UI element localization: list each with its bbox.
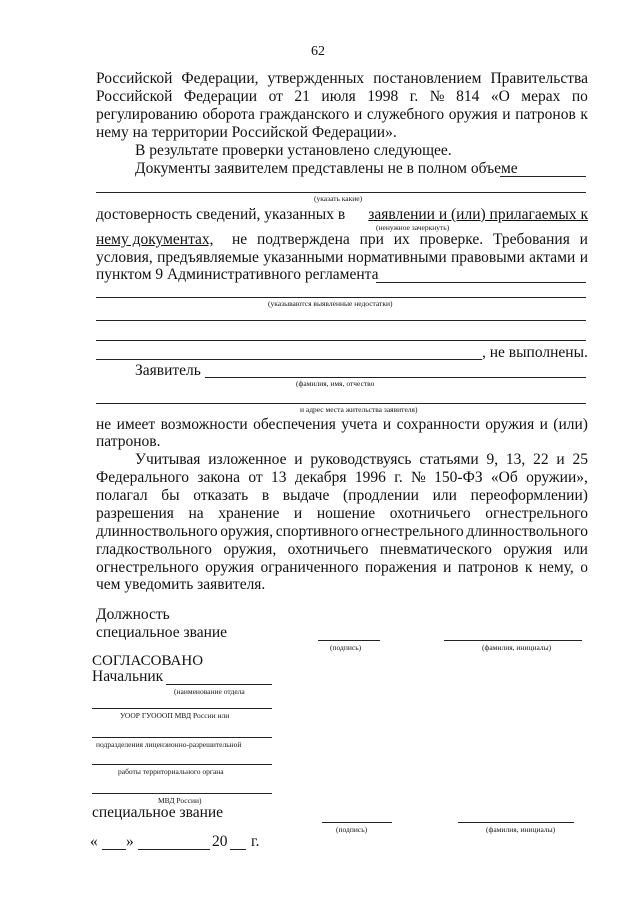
date-year-suffix: г. (251, 833, 260, 850)
word: ношение (316, 505, 376, 522)
word: подтверждена (257, 231, 350, 248)
address-blank (96, 403, 586, 404)
word: оружия, (220, 523, 274, 540)
reliability-line1 (96, 206, 588, 224)
caption-dept-3: подразделения лицензионно-разрешительной (96, 740, 242, 749)
word: пневматического (379, 541, 492, 558)
word: июля (321, 88, 356, 105)
word: хранение (218, 505, 280, 522)
no-means-line1 (96, 416, 588, 434)
caption-strike: (ненужное зачеркнуть) (376, 223, 450, 232)
conclusion-line7 (96, 559, 588, 577)
conclusion-line3 (96, 487, 588, 505)
caption-specify: (указать какие) (314, 194, 363, 203)
word: оружия, (223, 541, 277, 558)
word: мерах (521, 88, 561, 105)
reliability-pre: достоверность сведений, указанных в (96, 206, 346, 223)
word: 1998 (367, 88, 399, 105)
word: «О (490, 88, 510, 105)
caption-name-initials-2: (фамилия, инициалы) (486, 825, 556, 834)
caption-deficiencies: (указываются выявленные недостатки) (268, 299, 393, 308)
word: оружии», (526, 469, 588, 486)
deficiency-line-3 (96, 340, 586, 341)
signature-blank (318, 640, 380, 641)
word: 9, (486, 451, 499, 468)
word: руководствуясь (310, 451, 412, 468)
word: (или) (553, 416, 588, 433)
word: постановлением (373, 70, 482, 87)
word: возможности (160, 416, 248, 433)
word: Российской (96, 70, 173, 87)
word: ограниченного (260, 559, 359, 576)
p1-line1 (96, 70, 588, 88)
result-line: В результате проверки установлено следующее. (135, 142, 452, 159)
chief-blank (166, 684, 272, 685)
word: 1996 (354, 469, 386, 486)
word: патронов (515, 106, 576, 123)
word: переоформлении) (470, 487, 588, 504)
dept-blank-5 (92, 793, 272, 794)
word: при (359, 231, 384, 248)
word: Федерации, (181, 70, 259, 87)
word: и (539, 416, 548, 433)
word: 25 (572, 451, 588, 468)
word: огнестрельного (360, 523, 464, 540)
word: Правительства (490, 70, 588, 87)
conclusion-line4 (96, 505, 588, 523)
reliability-underlined-2: нему документах, (96, 231, 214, 248)
caption-dept-4: работы территориального органа (118, 767, 224, 776)
applicant-label: Заявитель (135, 362, 201, 379)
word: 13 (271, 469, 287, 486)
deficiency-line-2 (96, 320, 586, 321)
caption-fio: (фамилия, имя, отчество (296, 379, 375, 388)
caption-signature-2: (подпись) (336, 825, 368, 834)
word: нормативными (347, 249, 447, 266)
reliability-line2-rest (232, 231, 588, 249)
word: статьями (419, 451, 479, 468)
word: № (429, 88, 445, 105)
word: 22 (533, 451, 549, 468)
word: условия, (96, 249, 153, 266)
deficiency-line-4 (96, 359, 482, 360)
deficiency-line-1 (96, 297, 586, 298)
word: бы (161, 487, 180, 504)
word: от (268, 88, 283, 105)
word: на (188, 505, 204, 522)
word: охотничьего (389, 505, 471, 522)
word: огнестрельного (485, 505, 588, 522)
conclusion-line5 (96, 523, 588, 541)
reliability-underlined: заявлении и (или) прилагаемых к (368, 206, 588, 223)
chief-label: Начальник (92, 668, 164, 685)
word: огнестрельного (96, 559, 199, 576)
caption-signature: (подпись) (330, 643, 362, 652)
date-close-quote: » (126, 833, 134, 850)
conclusion-line6 (96, 541, 588, 559)
word: нему, (538, 559, 574, 576)
word: длинноствольного (466, 523, 588, 540)
word: (продлении (343, 487, 419, 504)
word: или (432, 487, 457, 504)
p1-line2 (96, 88, 588, 106)
caption-dept: (наименование отдела (174, 687, 245, 696)
word: предъявляемые (157, 249, 259, 266)
word: и (293, 505, 303, 522)
word: разрешения (96, 505, 174, 522)
reliability-line2 (96, 231, 588, 249)
date-day-blank (102, 849, 126, 850)
word: не (232, 231, 248, 248)
word: поражения (364, 559, 437, 576)
word: 150-ФЗ (434, 469, 483, 486)
word: сохранности (396, 416, 480, 433)
word: отказать (193, 487, 249, 504)
word: № (411, 469, 426, 486)
date-month-blank (138, 849, 210, 850)
rank-label: специальное звание (96, 624, 228, 641)
word: 13, (505, 451, 526, 468)
date-year-prefix: 20 (212, 833, 228, 850)
word: охотничьего (287, 541, 369, 558)
word: правовыми (451, 249, 525, 266)
word: длинноствольного (96, 523, 218, 540)
word: от (248, 469, 263, 486)
docs-line: Документы заявителем представлены не в полном объеме (135, 160, 518, 177)
word: закона (197, 469, 241, 486)
dept-blank-4 (92, 764, 272, 765)
agreed-label: СОГЛАСОВАНО (92, 653, 204, 669)
word: к (580, 106, 588, 123)
page-number: 62 (311, 44, 325, 59)
rank-label-2: специальное звание (92, 804, 224, 821)
word: гладкоствольного (96, 541, 212, 558)
word: оружия (485, 416, 535, 433)
docs-blank (500, 176, 586, 177)
word: Учитывая (135, 451, 201, 468)
date-year-blank (230, 849, 246, 850)
word: по (571, 88, 588, 105)
word: актами (529, 249, 576, 266)
word: оружия (205, 559, 255, 576)
word: спортивного (275, 523, 359, 540)
date-open-quote: « (90, 833, 98, 850)
word: и (502, 106, 511, 123)
word: полагал (96, 487, 148, 504)
reliability-line4: пунктом 9 Административного регламента (96, 266, 379, 283)
word: и (579, 249, 588, 266)
word: гражданского (259, 106, 350, 123)
caption-name-initials: (фамилия, инициалы) (482, 643, 552, 652)
word: о (580, 559, 588, 576)
word: служебного (366, 106, 445, 123)
word: и (382, 416, 392, 433)
p1-line3 (96, 106, 588, 124)
word: патронов (457, 559, 519, 576)
position-label: Должность (96, 606, 170, 623)
name-blank (444, 640, 582, 641)
name-blank-2 (458, 822, 574, 823)
word: их (393, 231, 410, 248)
not-fulfilled: , не выполнены. (482, 344, 588, 361)
regulation-blank (376, 282, 586, 283)
conclusion-line1 (135, 451, 588, 469)
word: и (579, 231, 588, 248)
word: Российской (96, 88, 173, 105)
conclusion-line8: чем уведомить заявителя. (96, 576, 266, 593)
signature-blank-2 (322, 822, 392, 823)
reliability-line3 (96, 249, 588, 267)
word: «Об (490, 469, 518, 486)
word: 814 (456, 88, 480, 105)
word: изложенное (208, 451, 287, 468)
word: Федерации (183, 88, 258, 105)
word: к (524, 559, 533, 576)
word: Требования (492, 231, 570, 248)
word: Федерального (96, 469, 190, 486)
word: декабря (294, 469, 347, 486)
caption-dept-5: МВД России) (158, 796, 202, 805)
word: или (563, 541, 588, 558)
word: и (443, 559, 452, 576)
docs-blank-2 (96, 192, 586, 193)
word: не (96, 416, 112, 433)
word: оборота (202, 106, 255, 123)
word: учета (341, 416, 378, 433)
p1-line4: нему на территории Российской Федерации». (96, 124, 397, 141)
applicant-blank (205, 377, 586, 378)
dept-blank-3 (92, 737, 272, 738)
conclusion-line2 (96, 469, 588, 487)
word: имеет (116, 416, 156, 433)
word: указанными (263, 249, 344, 266)
word: и (294, 451, 303, 468)
word: г. (394, 469, 403, 486)
word: г. (409, 88, 419, 105)
word: оружия (503, 541, 553, 558)
word: утвержденных (267, 70, 365, 87)
word: в (261, 487, 270, 504)
caption-address: и адрес места жительства заявителя) (300, 405, 418, 414)
word: и (353, 106, 363, 123)
word: выдаче (282, 487, 330, 504)
word: проверке. (419, 231, 484, 248)
word: оружия (448, 106, 498, 123)
dept-blank-2 (92, 708, 272, 709)
word: 21 (294, 88, 310, 105)
word: обеспечения (253, 416, 336, 433)
caption-dept-2: УООР ГУОООП МВД России или (120, 711, 230, 720)
word: и (556, 451, 565, 468)
word: регулированию (96, 106, 198, 123)
no-means-line2: патронов. (96, 433, 161, 450)
